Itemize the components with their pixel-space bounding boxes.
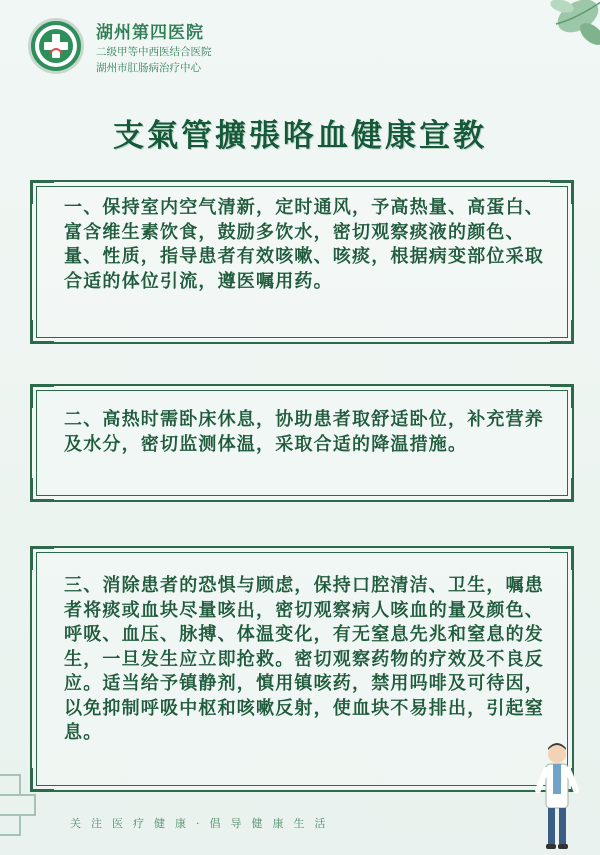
frame-corner-ornament: [550, 320, 574, 344]
frame-corner-ornament: [30, 768, 54, 792]
content-section-2: [30, 384, 574, 502]
frame-corner-ornament: [30, 384, 54, 408]
hospital-subtitle: 二级甲等中西医结合医院: [96, 46, 212, 58]
content-section-3: [30, 546, 574, 792]
frame-corner-ornament: [30, 180, 54, 204]
footer-slogan: 关注医疗健康·倡导健康生活: [70, 817, 336, 830]
frame-corner-ornament: [550, 180, 574, 204]
page-title: 支氣管擴張咯血健康宣教: [113, 118, 487, 154]
leaves-icon: [526, 0, 600, 74]
doctor-figure-icon: [532, 740, 582, 852]
frame-corner-ornament: [30, 478, 54, 502]
hospital-name: 湖州第四医院: [96, 23, 204, 43]
section-text: 一、保持室内空气清新，定时通风，予高热量、高蛋白、富含维生素饮食，鼓励多饮水，密切观察痰液的颜色、量、性质，指导患者有效咳嗽、咳痰，根据病变部位采取合适的体位引流，遵医嘱用药。: [64, 197, 544, 292]
frame-corner-ornament: [550, 384, 574, 408]
hospital-subtitle-center: 湖州市肛肠病治疗中心: [96, 62, 201, 74]
frame-corner-ornament: [30, 546, 54, 570]
hospital-logo-icon: [28, 18, 84, 74]
section-text: 三、消除患者的恐惧与顾虑，保持口腔清洁、卫生，嘱患者将痰或血块尽量咳出，密切观察病人咳血的量及颜色、呼吸、血压、脉搏、体温变化，有无窒息先兆和窒息的发生，一旦发生应立即抢救。密切观察药物的疗效及不良反应。适当给予镇静剂，慎用镇咳药，禁用吗啡及可待因，以免抑制呼吸中枢和咳嗽反射，使血块不易排出，引起窒息。: [64, 575, 544, 743]
section-text: 二、高热时需卧床休息，协助患者取舒适卧位，补充营养及水分，密切监测体温，采取合适的降温措施。: [64, 409, 544, 455]
frame-corner-ornament: [550, 546, 574, 570]
frame-corner-ornament: [30, 320, 54, 344]
frame-corner-ornament: [550, 478, 574, 502]
content-section-1: [30, 180, 574, 344]
